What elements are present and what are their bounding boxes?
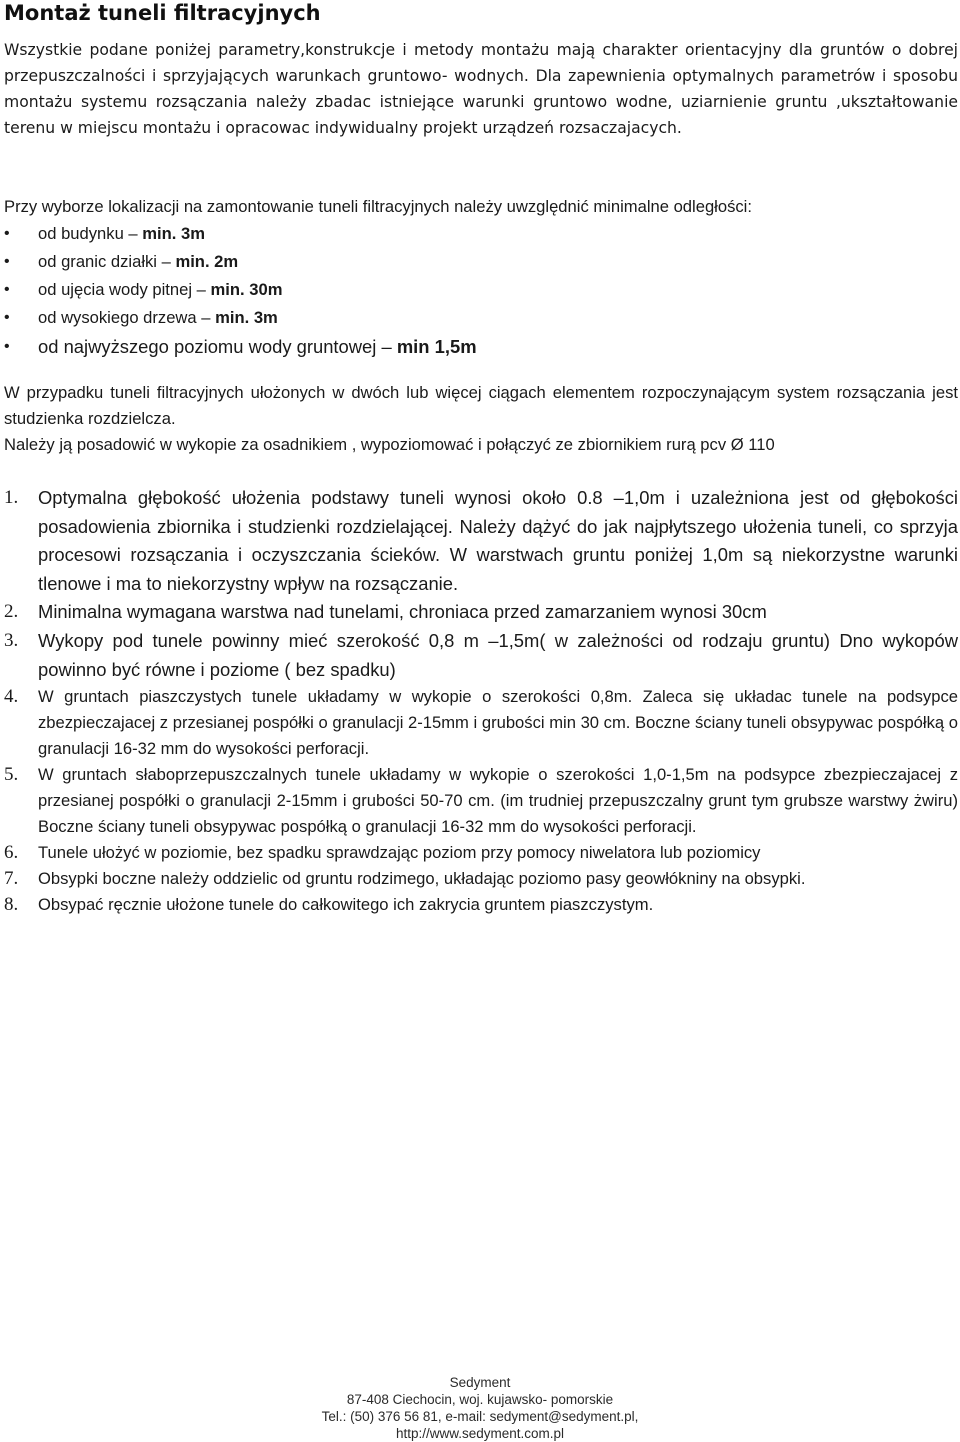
distribution-paragraph bbox=[4, 380, 958, 458]
step-item bbox=[0, 892, 958, 918]
step-number: 7. bbox=[4, 868, 19, 890]
step-item bbox=[0, 866, 958, 892]
bullet-icon: • bbox=[4, 281, 10, 298]
distance-value: min. 30m bbox=[210, 280, 283, 299]
step-number: 1. bbox=[4, 487, 19, 508]
step-text: W gruntach piaszczystych tunele układamy w wykopie o szerokości 0,8m. Zaleca się układac tunele na podsypce zbezpieczajacej z przesianej pospółki o granulacji 2-15mm i grubości min 30 cm. Boczne ściany tuneli obsypywac pospółką o granulacji 16-32 mm do wysokości perforacji. bbox=[38, 687, 958, 759]
step-text: Obsypki boczne należy oddzielic od gruntu rodzimego, układając poziomo pasy geowłókniny na obsypki. bbox=[38, 869, 806, 889]
step-item bbox=[0, 598, 958, 627]
step-number: 6. bbox=[4, 842, 19, 864]
bullet-icon: • bbox=[4, 225, 10, 242]
distance-item bbox=[0, 276, 477, 304]
step-number: 3. bbox=[4, 629, 19, 651]
distance-label: od najwyższego poziomu wody gruntowej – bbox=[38, 336, 397, 357]
distance-item bbox=[0, 304, 477, 332]
distance-item bbox=[0, 332, 477, 362]
distance-label: od wysokiego drzewa – bbox=[38, 308, 216, 327]
distances-intro: Przy wyborze lokalizacji na zamontowanie tuneli filtracyjnych należy uwzględnić minimalne odległości: bbox=[4, 197, 752, 216]
step-item bbox=[0, 484, 958, 598]
step-text: Optymalna głębokość ułożenia podstawy tuneli wynosi około 0.8 –1,0m i uzależniona jest od głębokości posadowienia zbiornika i studzienki rozdzielającej. Należy dążyć do jak najpłytszego ułożenia tuneli, co sprzyja procesowi rozsączania i oczyszczania ścieków. W warstwach gruntu poniżej 1,0m są niekorzystne warunki tlenowe i ma to niekorzystny wpływ na rozsączanie. bbox=[38, 487, 958, 594]
step-item bbox=[0, 684, 958, 762]
footer-contact: Tel.: (50) 376 56 81, e-mail: sedyment@sedyment.pl, bbox=[321, 1409, 639, 1424]
distance-item bbox=[0, 248, 477, 276]
footer-company: Sedyment bbox=[449, 1375, 511, 1390]
step-text: Minimalna wymagana warstwa nad tunelami, chroniaca przed zamarzaniem wynosi 30cm bbox=[38, 601, 767, 623]
distances-list bbox=[0, 220, 477, 362]
step-item bbox=[0, 762, 958, 840]
step-number: 2. bbox=[4, 601, 19, 623]
distance-value: min 1,5m bbox=[396, 336, 477, 357]
step-text: Tunele ułożyć w poziomie, bez spadku sprawdzając poziom przy pomocy niwelatora lub poziomicy bbox=[38, 843, 761, 863]
step-number: 8. bbox=[4, 894, 19, 916]
distance-value: min. 2m bbox=[175, 252, 239, 271]
bullet-icon: • bbox=[4, 253, 10, 270]
distribution-text-2: Należy ją posadowić w wykopie za osadnikiem , wypoziomować i połączyć ze zbiornikiem rurą pcv Ø 110 bbox=[4, 435, 775, 454]
distance-value: min. 3m bbox=[215, 308, 278, 327]
distance-label: od budynku – bbox=[38, 224, 143, 243]
distribution-text-1: W przypadku tuneli filtracyjnych ułożonych w dwóch lub więcej ciągach elementem rozpoczynającym system rozsączania jest studzienka rozdzielcza. bbox=[4, 383, 958, 428]
distance-value: min. 3m bbox=[142, 224, 205, 243]
bullet-icon: • bbox=[4, 309, 10, 326]
step-text: Obsypać ręcznie ułożone tunele do całkowitego ich zakrycia gruntem piaszczystym. bbox=[38, 895, 654, 915]
step-item bbox=[0, 627, 958, 684]
distance-item bbox=[0, 220, 477, 248]
page-title: Montaż tuneli filtracyjnych bbox=[4, 1, 321, 25]
intro-paragraph: Wszystkie podane poniżej parametry,konstrukcje i metody montażu mają charakter orientacyjny dla gruntów o dobrej przepuszczalności i sprzyjających warunkach gruntowo- wodnych. Dla zapewnienia optymalnych parametrów i sposobu montażu systemu rozsączania należy zbadac istniejące warunki gruntowo wodne, uziarnienie gruntu ,ukształtowanie terenu w miejscu montażu i opracowac indywidualny projekt urządzeń rozsaczajacych. bbox=[4, 41, 958, 137]
step-number: 5. bbox=[4, 764, 19, 786]
installation-steps bbox=[0, 484, 960, 918]
distance-label: od granic działki – bbox=[38, 252, 176, 271]
bullet-icon: • bbox=[4, 338, 10, 355]
step-number: 4. bbox=[4, 686, 19, 708]
step-text: Wykopy pod tunele powinny mieć szerokość 0,8 m –1,5m( w zależności od rodzaju gruntu) Dno wykopów powinno być równe i poziome ( bez spadku) bbox=[38, 629, 958, 680]
footer-address: 87-408 Ciechocin, woj. kujawsko- pomorskie bbox=[346, 1392, 614, 1407]
step-text: W gruntach słaboprzepuszczalnych tunele układamy w wykopie o szerokości 1,0-1,5m na podsypce zbezpieczajacej z przesianej pospółki o granulacji 2-15mm i grubości 50-70 cm. (im trudniej przepuszczalny grunt tym grubsze warstwy żwiru) Boczne ściany tuneli obsypywac pospółką o granulacji 16-32 mm do wysokości perforacji. bbox=[38, 765, 958, 837]
page-footer bbox=[0, 1374, 960, 1442]
distance-label: od ujęcia wody pitnej – bbox=[38, 280, 211, 299]
footer-website: http://www.sedyment.com.pl bbox=[395, 1426, 565, 1441]
step-item bbox=[0, 840, 958, 866]
